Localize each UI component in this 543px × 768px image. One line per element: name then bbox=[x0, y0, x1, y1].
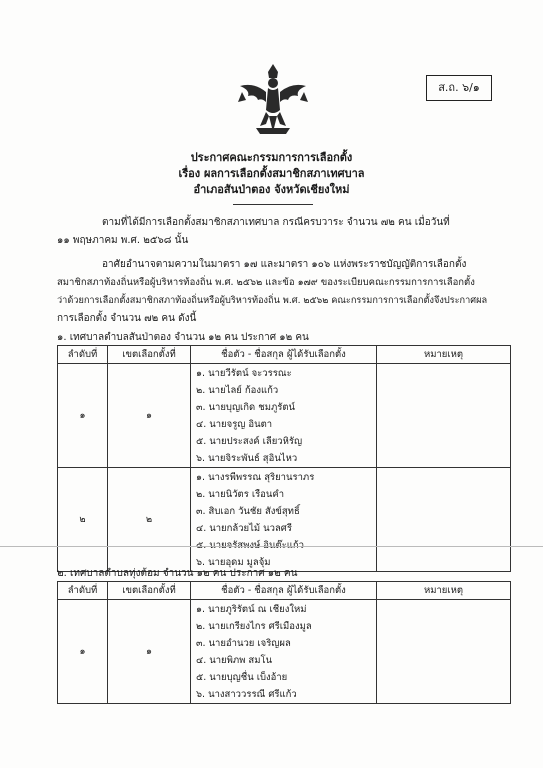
elected-name: ๒. นายไลย์ ก้องแก้ว bbox=[196, 385, 279, 396]
col-header-seq: ลำดับที่ bbox=[58, 346, 108, 364]
announcement-location: อำเภอสันป่าตอง จังหวัดเชียงใหม่ bbox=[193, 183, 350, 196]
elected-name: ๒. นายนิวัตร เรือนคำ bbox=[196, 489, 285, 500]
elected-name: ๖. นายจิระพันธ์ สุอินไหว bbox=[196, 453, 298, 464]
elected-name: ๑. นายวีรัตน์ จะวรรณะ bbox=[196, 368, 292, 379]
announcement-header bbox=[0, 150, 543, 198]
elected-name: ๕. นายประสงค์ เลียวหิรัญ bbox=[196, 436, 303, 447]
names-cell bbox=[191, 600, 377, 704]
table-header-row bbox=[58, 346, 511, 364]
elected-name: ๖. นายอุดม มูลจุ้ม bbox=[196, 557, 271, 568]
col-header-district: เขตเลือกตั้งที่ bbox=[108, 346, 191, 364]
table-row bbox=[58, 468, 511, 572]
header-divider bbox=[233, 204, 313, 205]
table-row bbox=[58, 364, 511, 468]
elected-name: ๓. นายอำนวย เจริญผล bbox=[196, 638, 291, 649]
elected-name: ๓. สิบเอก วันชัย สังข์สุทธิ์ bbox=[196, 506, 300, 517]
elected-name: ๒. นายเกรียงไกร ศรีเมืองมูล bbox=[196, 621, 312, 632]
paragraph-line: ตามที่ได้มีการเลือกตั้งสมาชิกสภาเทศบาล กรณีครบวาระ จำนวน ๗๒ คน เมื่อวันที่ bbox=[102, 217, 450, 228]
announcement-title: ประกาศคณะกรรมการการเลือกตั้ง bbox=[190, 151, 353, 164]
elected-name: ๑. นางรพีพรรณ สุริยานราภร bbox=[196, 472, 315, 483]
seq-cell: ๑ bbox=[58, 364, 108, 468]
elected-name: ๑. นายภูริรัตน์ ณ เชียงใหม่ bbox=[196, 604, 307, 615]
results-table-2 bbox=[57, 581, 511, 704]
page-fold-line bbox=[0, 546, 543, 547]
garuda-emblem-icon bbox=[236, 62, 310, 142]
elected-name: ๔. นายจรูญ อินตา bbox=[196, 419, 273, 430]
col-header-remark: หมายเหตุ bbox=[377, 346, 511, 364]
section-2-title: ๒. เทศบาลตำบลทุ่งต้อม จำนวน ๑๒ คน ประกาศ ๑๒ คน bbox=[57, 568, 298, 579]
elected-name: ๔. นายกล้วยไม้ นวลศรี bbox=[196, 523, 292, 534]
elected-name: ๔. นายพิภพ สมโน bbox=[196, 655, 273, 666]
col-header-district: เขตเลือกตั้งที่ bbox=[108, 582, 191, 600]
paragraph-line: สมาชิกสภาท้องถิ่นหรือผู้บริหารท้องถิ่น พ.ศ. ๒๕๖๒ และข้อ ๑๗๙ ของระเบียบคณะกรรมการการเลือกตั้ง bbox=[57, 277, 475, 288]
elected-name: ๓. นายบุญเกิด ชมภูรัตน์ bbox=[196, 402, 295, 413]
results-table-1 bbox=[57, 345, 511, 572]
paragraph-line: ว่าด้วยการเลือกตั้งสมาชิกสภาท้องถิ่นหรือผู้บริหารท้องถิ่น พ.ศ. ๒๕๖๒ คณะกรรมการการเลือกตั้งจึงประกาศผล bbox=[57, 295, 488, 306]
paragraph-line: ๑๑ พฤษภาคม พ.ศ. ๒๕๖๘ นั้น bbox=[57, 235, 189, 246]
col-header-remark: หมายเหตุ bbox=[377, 582, 511, 600]
announcement-subject: เรื่อง ผลการเลือกตั้งสมาชิกสภาเทศบาล bbox=[178, 167, 365, 180]
table-row bbox=[58, 600, 511, 704]
district-cell: ๒ bbox=[108, 468, 191, 572]
remark-cell bbox=[377, 600, 511, 704]
remark-cell bbox=[377, 364, 511, 468]
col-header-seq: ลำดับที่ bbox=[58, 582, 108, 600]
paragraph-line: การเลือกตั้ง จำนวน ๗๒ คน ดังนี้ bbox=[57, 313, 197, 324]
form-code-box: ส.ถ. ๖/๑ bbox=[426, 75, 492, 101]
elected-name: ๖. นางสาววรรณี ศรีแก้ว bbox=[196, 689, 297, 700]
elected-name: ๕. นายจรัสพงษ์ อินต๊ะแก้ว bbox=[196, 540, 304, 551]
section-1-title: ๑. เทศบาลตำบลสันป่าตอง จำนวน ๑๒ คน ประกาศ ๑๒ คน bbox=[57, 332, 309, 343]
seq-cell: ๒ bbox=[58, 468, 108, 572]
col-header-name: ชื่อตัว - ชื่อสกุล ผู้ได้รับเลือกตั้ง bbox=[191, 346, 377, 364]
names-cell bbox=[191, 468, 377, 572]
seq-cell: ๑ bbox=[58, 600, 108, 704]
paragraph-line: อาศัยอำนาจตามความในมาตรา ๑๗ และมาตรา ๑๐๖ แห่งพระราชบัญญัติการเลือกตั้ง bbox=[102, 259, 467, 270]
names-cell bbox=[191, 364, 377, 468]
district-cell: ๑ bbox=[108, 364, 191, 468]
col-header-name: ชื่อตัว - ชื่อสกุล ผู้ได้รับเลือกตั้ง bbox=[191, 582, 377, 600]
district-cell: ๑ bbox=[108, 600, 191, 704]
remark-cell bbox=[377, 468, 511, 572]
elected-name: ๕. นายบุญชื่น เบ็งอ้าย bbox=[196, 672, 288, 683]
table-header-row bbox=[58, 582, 511, 600]
